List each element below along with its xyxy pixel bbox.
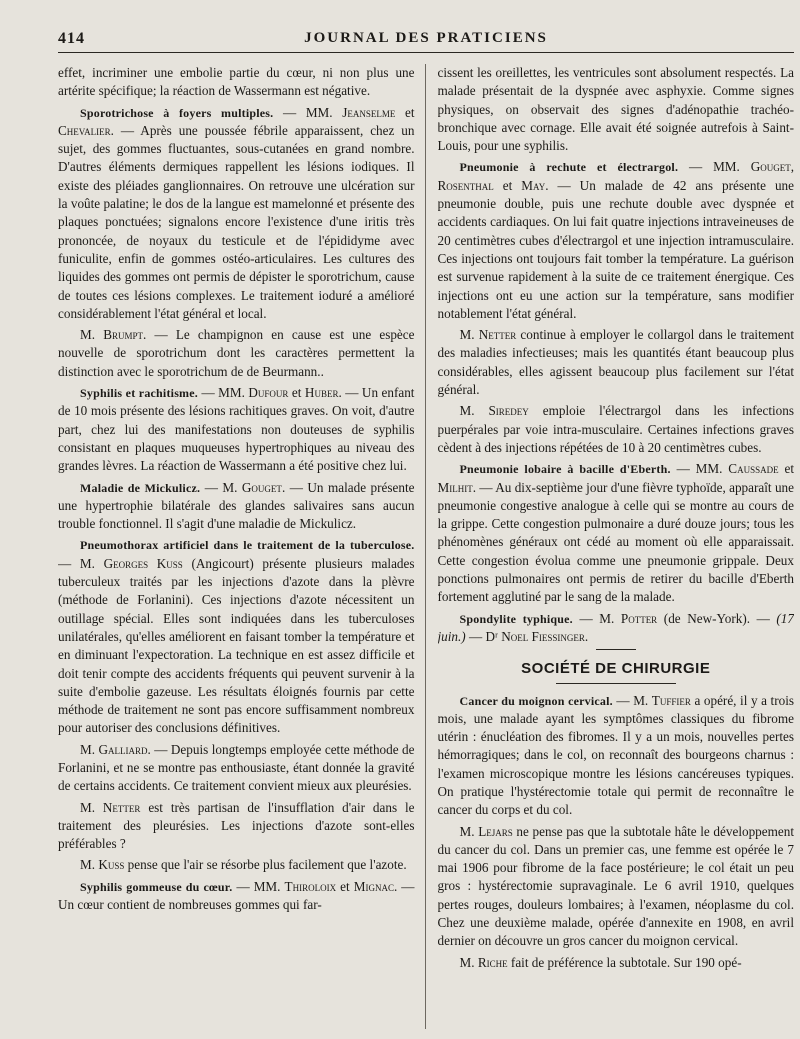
- author-name: Jeanselme: [342, 104, 396, 120]
- article-heading: Sporotrichose à foyers multiples.: [80, 105, 274, 120]
- author-name: Rosenthal: [437, 177, 494, 193]
- author-name: Tuffier: [651, 692, 691, 708]
- article: Syphilis gommeuse du cœur. — MM. Thiroloix et Mignac. — Un cœur contient de nombreuses gommes qui far-: [58, 878, 415, 913]
- article: Sporotrichose à foyers multiples. — MM. Jeanselme et Chevalier. — Après une poussée fébrile apparaissent, chez un sujet, des gommes fluctuantes, sous-cutanées en grand nombre. D'autres éléments dermiques rappellent les lésions iodiques. Il existe des pléiades ganglionnaires. On retrouve une ulcération sur la voûte palatine; le dos de la langue est mamelonné et présente des plaques ponctuées; signalons encore l'existence d'une iritis très prononcée, de noyaux du testicule et de l'épididyme avec funiculite, enfin de gommes ostéo-articulaires. Les cultures des liquides des gommes ont permis de dépister le sporotrichum, cause de toutes ces lésions complexes. Le traitement ioduré a amélioré considérablement l'état général et local.: [58, 104, 415, 321]
- paragraph: M. Netter continue à employer le collargol dans le traitement des maladies infectieuses; mais les quantités étant beaucoup plus considérables, elles agissent beaucoup plus facilement sur l'état général.: [437, 327, 794, 398]
- author-name: Milhit: [437, 479, 473, 495]
- section-title-rule: [556, 683, 676, 684]
- article: Spondylite typhique. — M. Potter (de New-York). — (17 juin.) — Dʳ Noel Fiessinger.: [437, 610, 794, 644]
- author-name: Kuss: [98, 857, 125, 873]
- paragraph: M. Siredey emploie l'électrargol dans les infections puerpérales par voie intra-musculaire. Certaines infections graves cèdent à des injections répétées de 10 à 20 centimètres cubes.: [437, 403, 794, 455]
- article-heading: Syphilis gommeuse du cœur.: [80, 879, 233, 894]
- article: Pneumonie à rechute et électrargol. — MM. Gouget, Rosenthal et May. — Un malade de 42 ans présente une pneumonie double, puis une rechute double avec dyspnée et accidents cardiaques. On lui fait quatre injections intraveineuses de 20 centimètres cubes d'électrargol et une injection intramusculaire. Ces injections ont toujours fait tomber la température. La guérison est survenue rapidement à la suite de ce traitement énergique. Ces injections ont eu une action sur la température, sans modifier notablement l'état général.: [437, 159, 794, 321]
- author-name: Gouget: [750, 159, 791, 175]
- article: Pneumonie lobaire à bacille d'Eberth. — MM. Caussade et Milhit. — Au dix-septième jour d'une fièvre typhoïde, apparaît une pneumonie congestive analogue à celle qui se montre au cours de la grippe. Cette congestion pulmonaire a duré douze jours; tous les phénomènes généraux ont cédé au moment où elle apparaissait. Cette congestion évolua comme une pneumonie grippale. Deux ponctions pulmonaires ont permis de retirer du bacille d'Eberth fortement agglutiné par le sang de la malade.: [437, 461, 794, 605]
- author-name: Huber: [304, 385, 339, 401]
- paragraph: M. Riche fait de préférence la subtotale. Sur 190 opé-: [459, 954, 742, 970]
- article-heading: Cancer du moignon cervical.: [459, 693, 613, 708]
- article-heading: Pneumothorax artificiel dans le traitement de la tuberculose.: [80, 538, 415, 553]
- paragraph: M. Netter est très partisan de l'insufflation d'air dans le traitement des pleurésies. Les injections d'azote sont-elles préférables ?: [58, 799, 415, 852]
- journal-title: JOURNAL DES PRATICIENS: [304, 30, 548, 46]
- author-name: Dufour: [248, 385, 289, 401]
- author-name: Riche: [477, 954, 508, 970]
- left-column: [58, 64, 426, 1029]
- author-name: Lejars: [478, 823, 513, 839]
- article: Cancer du moignon cervical. — M. Tuffier a opéré, il y a trois mois, une malade ayant les symptômes classiques du fibrome utérin : énucléation des fibromes. Il y a un mois, nouvelles pertes hémorragiques; dans le col, on reconnaît des bourgeons charnus : l'examen microscopique montre les lésions cancéreuses typiques. On pratique l'hystérectomie totale qui permit de reconnaître le cancer du corps et du col.: [437, 692, 794, 818]
- author-name: Caussade: [728, 461, 779, 477]
- author-name: Mignac: [353, 878, 394, 894]
- section-divider: [596, 649, 636, 650]
- author-name: Galliard: [98, 741, 148, 757]
- author-name: Netter: [102, 799, 141, 815]
- text-columns: [58, 64, 794, 1029]
- article-heading: Pneumonie à rechute et électrargol.: [459, 160, 679, 175]
- page-number: 414: [58, 30, 85, 47]
- author-name: Potter: [620, 610, 658, 626]
- article: Maladie de Mickulicz. — M. Gouget. — Un malade présente une hypertrophie bilatérale des glandes salivaires sans aucun trouble fonctionnel. Il s'agit d'une maladie de Mickulicz.: [58, 479, 415, 532]
- article-heading: Spondylite typhique.: [459, 611, 573, 626]
- author-name: Chevalier: [58, 122, 111, 138]
- page-header: [58, 26, 794, 54]
- right-column: [438, 64, 795, 1029]
- header-rule: [58, 52, 794, 53]
- article-heading: Pneumonie lobaire à bacille d'Eberth.: [459, 462, 671, 477]
- article-heading: Maladie de Mickulicz.: [80, 480, 201, 495]
- author-name: Gouget: [241, 479, 282, 495]
- author-name: May: [521, 177, 546, 193]
- article: Syphilis et rachitisme. — MM. Dufour et Huber. — Un enfant de 10 mois présente des lésions rachitiques graves. On voit, d'autre part, chez lui des manifestations non douteuses de syphilis consistant en plaques muqueuses hypertrophiques au niveau des grandes lèvres. La réaction de Wassermann a été positive chez lui.: [58, 385, 415, 474]
- author-name: Georges Kuss: [103, 555, 183, 571]
- paragraph: M. Kuss pense que l'air se résorbe plus facilement que l'azote.: [80, 857, 407, 873]
- paragraph: cissent les oreillettes, les ventricules sont absolument respectés. La malade présentait de la dyspnée avec asphyxie. Comme signes physiques, on observait des signes d'adénopathie trachéo-bronchique avec cornage. Elle avait été soignée autrefois à Saint-Louis, pour une syphilis.: [437, 65, 794, 154]
- author-name: Brumpt: [103, 327, 144, 343]
- paragraph: M. Galliard. — Depuis longtemps employée cette méthode de Forlanini, et ne se montre pas enthousiaste, étant donnée la gravité de certains accidents. Ce traitement convient mieux aux pleurésies.: [58, 741, 415, 794]
- article-heading: Syphilis et rachitisme.: [80, 386, 198, 401]
- session-date: (17 juin.): [437, 610, 794, 644]
- author-name: Netter: [478, 327, 517, 343]
- article: Pneumothorax artificiel dans le traitement de la tuberculose. — M. Georges Kuss (Angicourt) présente plusieurs malades tuberculeux traités par les injections d'azote dans la plèvre (méthode de Forlanini). Ces injections d'azote nécessitent un outillage spécial. Elles sont indiquées dans les tuberculoses unilatérales, qu'elles améliorent en faisant tomber la température et en diminuant l'expectoration. La technique en est assez difficile et doit tenir compte des accidents fréquents qui peuvent survenir à la suite d'embolie gazeuse. Les résultats éloignés fournis par cette méthode de traitement ne sont pas encore suffisamment nombreux pour autoriser des conclusions définitives.: [58, 538, 415, 736]
- author-name: Siredey: [488, 403, 529, 419]
- paragraph: effet, incriminer une embolie partie du cœur, ni non plus une artérite spécifique; la réaction de Wassermann est négative.: [58, 65, 415, 99]
- author-name: Thiroloix: [284, 878, 337, 894]
- section-title: SOCIÉTÉ DE CHIRURGIE: [521, 660, 711, 678]
- paragraph: M. Lejars ne pense pas que la subtotale hâte le développement du cancer du col. Dans un premier cas, une femme est opérée le 7 mai 1906 pour fibrome de la face postérieure; le col était un peu gros : hystérectomie supravaginale. Le 6 avril 1910, quelques pertes rouges, douleurs lombaires; à l'examen, néoplasme du col. Chez une deuxième malade, opérée d'annexite en 1908, en avril dernier on découvre un gros cancer du moignon cervical.: [437, 823, 794, 949]
- signature: Noel Fiessinger: [501, 628, 585, 644]
- paragraph: M. Brumpt. — Le champignon en cause est une espèce nouvelle de sporotrichum dont les caractères permettent la distinction avec le sporotrichum de de Beurmann..: [58, 327, 415, 379]
